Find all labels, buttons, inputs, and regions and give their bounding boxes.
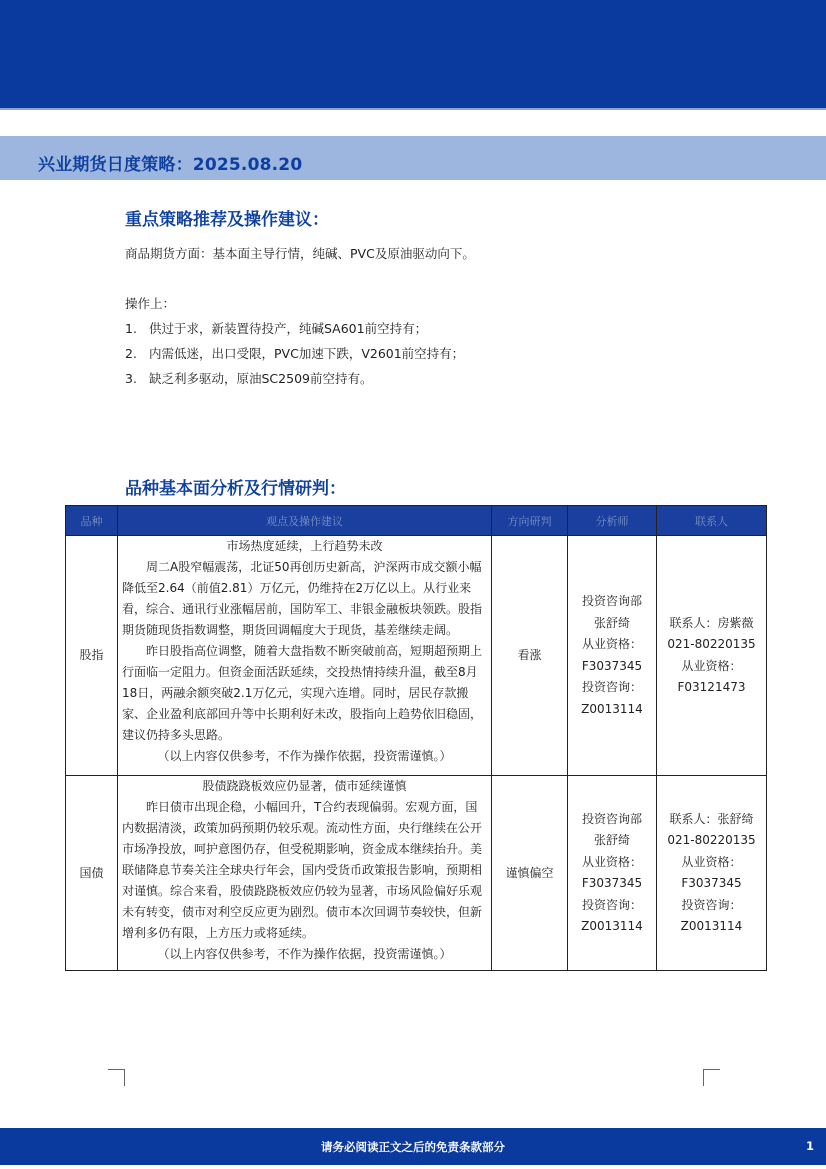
crop-mark xyxy=(108,1069,125,1086)
direction-cell: 谨慎偏空 xyxy=(492,776,568,971)
analysis-title: 股债跷跷板效应仍显著，债市延续谨慎 xyxy=(202,779,407,793)
analyst-cell: 投资咨询部 张舒绮 从业资格： F3037345 投资咨询： Z0013114 xyxy=(568,536,657,776)
table-header-row xyxy=(66,506,767,536)
header-analyst: 分析师 xyxy=(568,506,657,536)
analysis-title: 市场热度延续，上行趋势未改 xyxy=(226,539,383,553)
report-title: 兴业期货日度策略：2025.08.20 xyxy=(38,155,303,175)
product-cell: 国债 xyxy=(66,776,118,971)
analysis-heading: 品种基本面分析及行情研判： xyxy=(125,479,346,499)
list-item: 2. 内需低迷，出口受限，PVC加速下跌，V2601前空持有； xyxy=(125,346,465,361)
contact-cell: 联系人：张舒绮 021-80220135 从业资格： F3037345 投资咨询： Z0013114 xyxy=(657,776,767,971)
analysis-cell xyxy=(118,776,492,971)
table-row xyxy=(66,776,767,971)
crop-mark xyxy=(703,1069,720,1086)
analysis-paragraph: 周二A股窄幅震荡，北证50再创历史新高，沪深两市成交额小幅降低至2.64（前值2.81）万亿元，仍维持在2万亿以上。从行业来看，综合、通讯行业涨幅居前，国防军工、非银金融板块领跌。股指期货随现货指数调整，期货回调幅度大于现货，基差继续走阔。 xyxy=(122,560,483,637)
commodity-summary: 商品期货方面：基本面主导行情，纯碱、PVC及原油驱动向下。 xyxy=(125,246,475,261)
analysis-cell xyxy=(118,536,492,776)
list-item: 3. 缺乏利多驱动，原油SC2509前空持有。 xyxy=(125,371,373,386)
header-band xyxy=(0,0,826,108)
analysis-paragraph: 昨日股指高位调整，随着大盘指数不断突破前高，短期超预期上行面临一定阻力。但资金面活跃延续，交投热情持续升温，截至8月18日，两融余额突破2.1万亿元，实现六连增。同时，居民存款搬家、企业盈利底部回升等中长期利好未改，股指向上趋势依旧稳固，建议仍持多头思路。 xyxy=(122,644,483,742)
strategy-heading: 重点策略推荐及操作建议： xyxy=(125,210,329,230)
analyst-cell: 投资咨询部 张舒绮 从业资格： F3037345 投资咨询： Z0013114 xyxy=(568,776,657,971)
header-divider xyxy=(0,108,826,110)
header-direction: 方向研判 xyxy=(492,506,568,536)
table-row xyxy=(66,536,767,776)
list-item: 1. 供过于求，新装置待投产，纯碱SA601前空持有； xyxy=(125,321,428,336)
analysis-table xyxy=(65,505,767,971)
header-analysis: 观点及操作建议 xyxy=(118,506,492,536)
disclaimer-note: （以上内容仅供参考，不作为操作依据，投资需谨慎。） xyxy=(157,749,452,763)
product-cell: 股指 xyxy=(66,536,118,776)
header-product: 品种 xyxy=(66,506,118,536)
page-number: 1 xyxy=(806,1139,815,1153)
direction-cell: 看涨 xyxy=(492,536,568,776)
footer-disclaimer: 请务必阅读正文之后的免责条款部分 xyxy=(321,1140,505,1154)
header-contact: 联系人 xyxy=(657,506,767,536)
contact-cell: 联系人：房紫薇 021-80220135 从业资格： F03121473 xyxy=(657,536,767,776)
ops-label: 操作上： xyxy=(125,296,176,311)
disclaimer-note: （以上内容仅供参考，不作为操作依据，投资需谨慎。） xyxy=(157,947,452,961)
analysis-paragraph: 昨日债市出现企稳，小幅回升，T合约表现偏弱。宏观方面，国内数据清淡，政策加码预期仍较乐观。流动性方面，央行继续在公开市场净投放，呵护意图仍存，但受税期影响，资金成本继续抬升。美联储降息节奏关注全球央行年会，国内受货币政策报告影响，预期相对谨慎。综合来看，股债跷跷板效应仍较为显著，市场风险偏好乐观未有转变，债市对利空反应更为剧烈。债市本次回调节奏较快，但新增利多仍有限，上方压力或将延续。 xyxy=(122,800,483,940)
